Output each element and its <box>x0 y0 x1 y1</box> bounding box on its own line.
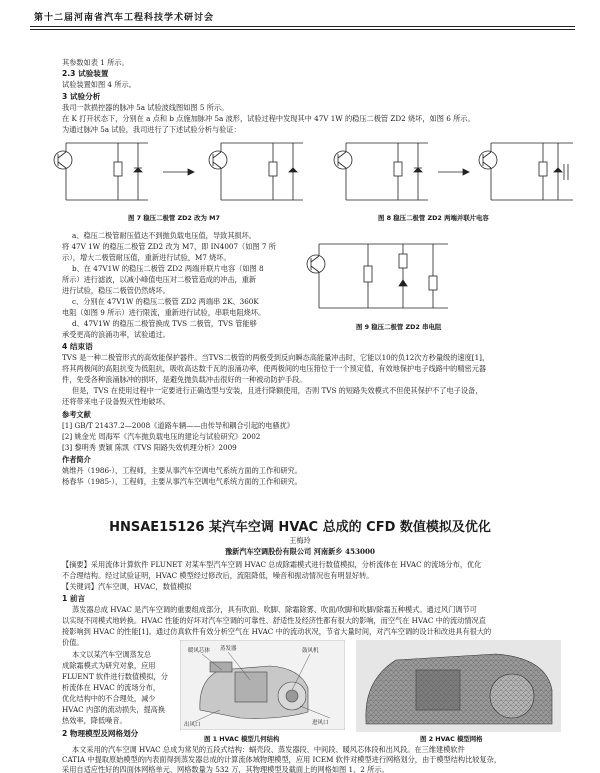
article-title: HNSAE15126 某汽车空调 HVAC 总成的 CFD 数值模拟及优化 <box>109 520 491 535</box>
fig1-label: 蒸发器 <box>220 646 237 652</box>
analysis-item: a、稳压二极管耐压值达不到抛负载电压值，导致其损坏。 <box>72 231 256 240</box>
reference-item: [3] 黎明秀 贾颖 陈凯《TVS 阳路失效机理分析》2009 <box>62 443 237 452</box>
fig1-label: 出风口 <box>184 722 201 728</box>
analysis-item: c、分别在 47V1W 的稳压二极管 ZD2 两端串 2K、360K <box>72 297 259 306</box>
section-1-heading: 1 前言 <box>62 594 86 603</box>
reference-item: [1] GB/T 21437.2—2008《道路车辆——由传导和耦合引起的电骚扰》 <box>62 421 294 430</box>
analysis-item: 电阻（如图 9 所示）进行限流，重新进行试验，串联电阻烧坏。 <box>62 308 266 317</box>
figure-9-circuit <box>298 236 463 316</box>
section-4-heading: 4 结束语 <box>62 342 93 351</box>
conclusion-line: 但是，TVS 在使用过程中一定要进行正确选型与安装，且进行降额使用，否则 TVS 的短路失效模式不但使其保护不了电子设备， <box>72 386 483 395</box>
header-rule <box>30 26 575 27</box>
figure-9-caption: 图 9 稳压二极管 ZD2 串电阻 <box>356 323 442 331</box>
figure-9 <box>298 236 463 316</box>
section-3-line: 为通过脉冲 5a 试验，我司进行了下述试验分析与验证： <box>62 125 241 134</box>
section-3-line: 在 K 打开状态下，分别在 a 点和 b 点施加脉冲 5a 波形，试验过程中发现其中 47V 1W 的稳压二极管 ZD2 烧坏，如图 6 所示。 <box>62 114 475 123</box>
hvac-mesh <box>356 640 561 732</box>
author-bio: 姚维丹（1986-），工程师，主要从事汽车空调电气系统方面的工作和研究。 <box>62 466 302 475</box>
figure-7-caption: 图 7 稳压二极管 ZD2 改为 M7 <box>128 214 220 222</box>
section-2-heading: 2 物理模型及网格划分 <box>62 729 139 738</box>
fig1-label: 进风口 <box>312 720 329 726</box>
body-line: 采用自适应性好的四面体网格单元，网格数量为 532 万，其物理模型及截面上的网格如图 1、2 所示。 <box>62 765 389 773</box>
abstract-line: 【摘要】采用流体计算软件 FLUNET 对某车型汽车空调 HVAC 总成除霜模式进行数值模拟，分析流体在 HVAC 的流场分布，优化 <box>62 560 482 569</box>
reference-item: [2] 姚金光 周海军《汽车抛负载电压的建论与试验研究》2002 <box>62 432 261 441</box>
analysis-item: 示），增大二极管耐压值，重新进行试验，M7 烧坏。 <box>62 253 231 262</box>
analysis-item: 所示）进行滤波，以减小峰值电压对二极管造成的冲击，重新 <box>62 275 257 284</box>
intro-line: 其参数如表 1 所示。 <box>62 58 129 67</box>
journal-header: 第十二届河南省汽车工程科技学术研讨会 <box>34 13 215 23</box>
figure-1 <box>180 640 345 730</box>
analysis-item: 进行试验，稳压二极管仍然烧坏。 <box>62 286 170 295</box>
intro-narrow-line: 热效率，降低噪音。 <box>62 716 127 725</box>
intro-narrow-line: 优化结构中的不合理处，减少 <box>62 694 156 703</box>
intro-line: 以实现不同模式地转换。HVAC 性能的好坏对汽车空调的可靠性、舒适性及经济性都有很大的影响，而空气在 HVAC 中的流动情况直 <box>62 616 486 625</box>
section-3-line: 我司一款损控器的脉冲 5a 试验波线图如图 5 所示。 <box>62 103 229 112</box>
analysis-item: 承受更高的浪涌功率，试验通过。 <box>62 330 170 339</box>
header-rule-thin <box>30 29 575 30</box>
analysis-item: 将 47V 1W 的稳压二极管 ZD2 改为 M7，即 IN4007（如图 7 所 <box>62 242 276 251</box>
intro-line: 蒸发器总成 HVAC 是汽车空调的重要组成部分，具有吹面、吹脚、除霜除雾、吹面/吹脚和吹脚/除霜五种模式。通过风门调节可 <box>72 605 477 614</box>
circuit-diagrams <box>38 138 578 208</box>
intro-narrow-line: FLUENT 软件进行数值模拟，分 <box>62 672 168 681</box>
article-affiliation: 豫新汽车空调股份有限公司 河南新乡 453000 <box>224 547 375 556</box>
author-heading: 作者简介 <box>62 455 91 464</box>
fig1-label: 鼓风机 <box>302 648 319 654</box>
fig1-label: 暖风芯体 <box>188 648 211 654</box>
figure-1-caption: 图 1 HVAC 模型几何结构 <box>204 735 280 743</box>
analysis-item: b、在 47V1W 的稳压二极管 ZD2 两端并联片电容（如图 8 <box>72 264 264 273</box>
conclusion-line: 件，免受各种浪涌脉冲的损坏，是避免抛负载冲击很好的一种被动防护手段。 <box>62 375 307 384</box>
intro-narrow-line: 本文以某汽车空调蒸发总 <box>72 650 152 659</box>
intro-narrow-line: HVAC 内部的流动损失，提高换 <box>62 705 166 714</box>
intro-narrow-line: 成除霜模式为研究对象，应用 <box>62 661 156 670</box>
figure-2-caption: 图 2 HVAC 模型网格 <box>420 735 483 743</box>
section-2-3-text: 试验装置如图 4 所示。 <box>62 80 136 89</box>
conclusion-line: 还将带来电子设备毁灭性地破坏。 <box>62 397 170 406</box>
figure-2 <box>356 640 561 732</box>
conclusion-line: TVS 是一种二极管形式的高效能保护器件。当TVS二极管的两极受到反向瞬态高能量冲击时，它能以10的负12次方秒量级的速度[1]， <box>62 353 490 362</box>
references-heading: 参考文献 <box>62 410 91 419</box>
analysis-item: d、47V1W 的稳压二极管换成 TVS 二极管，TVS 管能够 <box>72 319 257 328</box>
abstract-line: 不合理结构。经过试验证明，HVAC 模型经过修改后，流阻降低，噪音和振动情况也有明显好转。 <box>62 571 374 580</box>
article-author: 王梅玲 <box>289 536 311 545</box>
keywords-line: 【关键词】汽车空调，HVAC，数值模拟 <box>62 582 192 591</box>
conclusion-line: 将其两极间的高阻抗变为低阻抗，吸收高达数千瓦的浪涌功率，使两极间的电压箝位于一个预定值，有效地保护电子线路中的精密元器 <box>62 364 487 373</box>
author-bio: 杨春华（1985-），工程师，主要从事汽车空调电气系统方面的工作和研究。 <box>62 477 302 486</box>
transistor-symbol <box>54 151 72 169</box>
intro-line: 价值。 <box>62 638 84 647</box>
figure-7-8-strip <box>38 138 578 208</box>
intro-line: 接影响到 HVAC 的性能[1]。通过仿真软件有效分析空气在 HVAC 中的流动状况，节省大量时间，对汽车空调的设计和改进具有很大的 <box>62 627 492 636</box>
section-2-3-heading: 2.3 试验装置 <box>62 69 109 78</box>
body-line: 本文采用的汽车空调 HVAC 总成为常见的五段式结构：蜗壳段、蒸发器段、中间段、暖风芯体段和出风段。在三维建模软件 <box>72 745 465 754</box>
section-3-heading: 3 试验分析 <box>62 92 101 101</box>
intro-narrow-line: 析流体在 HVAC 的流场分布， <box>62 683 161 692</box>
body-line: CATIA 中提取原始模型的内表面得到蒸发器总成的计算流体域物理模型，应用 ICEM 软件对模型进行网格划分，由于模型结构比较复杂， <box>62 755 502 764</box>
figure-8-caption: 图 8 稳压二极管 ZD2 两端并联片电容 <box>378 214 489 222</box>
